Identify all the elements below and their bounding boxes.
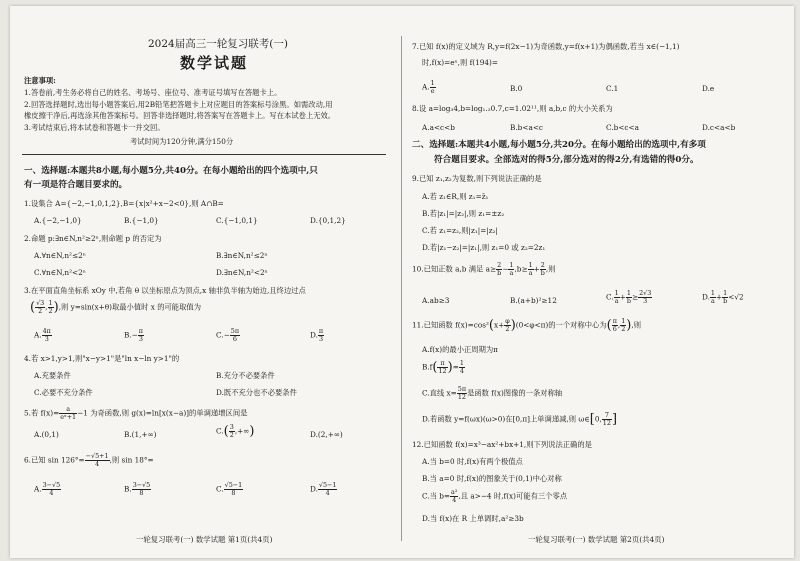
q5-option-d: D.(2,+∞) xyxy=(310,430,343,439)
q6-option-c: C. $\frac{√5-1}{8}$ xyxy=(216,481,243,497)
q5-option-b: B.(1,+∞) xyxy=(124,430,157,439)
q3-stem-cont: ( $\frac{√3}{2}$ , $\frac{1}{2}$ ),则 y=sin(x+θ)取最小值时 x 的可能取值为 xyxy=(30,299,201,315)
q12-option-a: A.当 b=0 时,f(x)有两个极值点 xyxy=(422,457,523,466)
q8-option-b: B.b<a<c xyxy=(510,123,544,132)
q6-stem: 6.已知 sin 126°= $\frac{-√5+1}{4}$ ,则 sin 18°= xyxy=(24,452,154,468)
q2-option-a: A.∀n∈N,n²≤2ⁿ xyxy=(34,251,86,260)
q12-stem: 12.已知函数 f(x)=x³−ax²+bx+1,则下列说法正确的是 xyxy=(412,440,592,449)
q8-stem: 8.设 a=log₃4,b=log₁.₂0.7,c=1.02¹¹,则 a,b,c 的大小关系为 xyxy=(412,104,613,113)
q10-option-c: C. $\frac{1}{a}$ + $\frac{1}{b}$ ≥ $\frac{2√3}{3}$ xyxy=(606,289,652,305)
q6-option-a: A. $\frac{3-√5}{4}$ xyxy=(34,481,61,497)
q7-option-c: C.1 xyxy=(606,84,619,93)
q3-stem: 3.在平面直角坐标系 xOy 中,若角 θ 以坐标原点为顶点,x 轴非负半轴为始边,且终边过点 xyxy=(24,286,306,295)
section-1-heading: 一、选择题:本题共8小题,每小题5分,共40分。在每小题给出的四个选项中,只 xyxy=(24,166,318,176)
q12-option-b: B.当 a=0 时,f(x)的图象关于(0,1)中心对称 xyxy=(422,474,562,483)
q8-option-a: A.a<c<b xyxy=(422,123,455,132)
q12-option-c: C.当 b= $\frac{\text{a²}}{4}$ ,且 a>−4 时,f(x)可能有三个零点 xyxy=(422,488,568,504)
q4-stem: 4.若 x>1,y>1,则"x−y>1"是"ln x−ln y>1"的 xyxy=(24,354,180,363)
q11-option-c: C.直线 x= $\frac{5\pi}{12}$ 是函数 f(x)图像的一条对称轴 xyxy=(422,385,563,401)
exam-title: 2024届高三一轮复习联考(一) xyxy=(148,38,288,50)
q8-option-d: D.c<a<b xyxy=(702,123,736,132)
q2-option-b: B.∃n∈N,n²≤2ⁿ xyxy=(216,251,268,260)
q1-stem: 1.设集合 A={−2,−1,0,1,2},B={x|x²+x−2<0},则 A∩B= xyxy=(24,199,224,208)
section-2-heading-cont: 符合题目要求。全部选对的得5分,部分选对的得2分,有选错的得0分。 xyxy=(434,155,699,165)
q11-option-b: B.f( $\frac{\pi}{12}$ )= $\frac{1}{4}$ xyxy=(422,359,464,375)
q9-option-d: D.若|z₁−z₂|=|z₁|,则 z₁=0 或 z₂=2z₁ xyxy=(422,243,546,252)
q5-option-c: C.( $\frac{3}{2}$ ,+∞) xyxy=(216,423,255,439)
q2-option-d: D.∃n∈N,n²<2ⁿ xyxy=(216,268,268,277)
q1-option-b: B.{−1,0} xyxy=(124,216,159,225)
footer-left: 一轮复习联考(一) 数学试题 第1页(共4页) xyxy=(136,535,273,544)
q4-option-c: C.必要不充分条件 xyxy=(34,388,93,397)
exam-subject: 数学试题 xyxy=(180,54,249,72)
q7-option-d: D.e xyxy=(702,84,715,93)
note-line: 橡皮擦干净后,再选涂其他答案标号。回答非选择题时,将答案写在答题卡上。写在本试卷上无效。 xyxy=(24,111,336,120)
q3-option-b: B.− $\frac{\pi}{3}$ xyxy=(124,327,143,343)
q5-stem: 5.若 f(x)= $\frac{a}{\text{eˣ+1}}$ −1 为奇函数,则 g(x)=ln[x(x−a)]的单调递增区间是 xyxy=(24,405,248,421)
exam-time: 考试时间为120分钟,满分150分 xyxy=(130,137,234,146)
note-line: 2.回答选择题时,选出每小题答案后,用2B铅笔把答题卡上对应题目的答案标号涂黑。如需改动,用 xyxy=(24,100,333,109)
q9-option-a: A.若 z₁∈R,则 z₁=z̄₁ xyxy=(422,192,489,201)
q7-option-a: A. $\frac{1}{e}$ xyxy=(422,79,435,95)
section-1-heading-cont: 有一项是符合题目要求的。 xyxy=(24,180,128,190)
q11-stem: 11.已知函数 f(x)=cos²(x+ $\frac{\varphi}{2}$ )(0<φ<π)的一个对称中心为( $\frac{\pi}{6}$ , $\frac{1}{2}$ ),则 xyxy=(412,317,641,333)
q1-option-a: A.{−2,−1,0} xyxy=(34,216,82,225)
q10-option-b: B.(a+b)²≥12 xyxy=(510,296,557,305)
q2-option-c: C.∀n∈N,n²<2ⁿ xyxy=(34,268,86,277)
q11-option-d: D.若函数 y=f(ωx)(ω>0)在[0,π]上单调递减,则 ω∈[0, $\frac{7}{12}$ ] xyxy=(422,411,618,427)
q3-option-d: D. $\frac{\pi}{3}$ xyxy=(310,327,324,343)
note-line: 3.考试结束后,将本试卷和答题卡一并交回。 xyxy=(24,123,165,132)
q11-option-a: A.f(x)的最小正周期为π xyxy=(422,345,498,354)
q7-stem: 7.已知 f(x)的定义域为 R,y=f(2x−1)为奇函数,y=f(x+1)为偶函数,若当 x∈(−1,1) xyxy=(412,42,680,51)
q9-option-b: B.若|z₁|=|z₂|,则 z₁=±z₂ xyxy=(422,209,505,218)
q12-option-d: D.当 f(x)在 R 上单调时,a²≥3b xyxy=(422,514,524,523)
q1-option-c: C.{−1,0,1} xyxy=(216,216,258,225)
q10-stem: 10.已知正数 a,b 满足 a≥ $\frac{2}{b}$ − $\frac{1}{a}$ ,b≥ $\frac{1}{a}$ + $\frac{2}{b}$ ,则 xyxy=(412,261,556,277)
left-page xyxy=(20,6,390,558)
exam-paper xyxy=(10,6,794,558)
q6-option-d: D. $\frac{√5-1}{4}$ xyxy=(310,481,337,497)
q5-option-a: A.(0,1) xyxy=(34,430,59,439)
right-page xyxy=(410,6,788,558)
note-line: 1.答卷前,考生务必将自己的姓名、考场号、座位号、准考证号填写在答题卡上。 xyxy=(24,88,282,97)
q9-stem: 9.已知 z₁,z₂为复数,则下列说法正确的是 xyxy=(412,174,542,183)
q7-option-b: B.0 xyxy=(510,84,523,93)
q4-option-b: B.充分不必要条件 xyxy=(216,371,275,380)
q2-stem: 2.命题 p:∃n∈N,n²≥2ⁿ,则命题 p 的否定为 xyxy=(24,234,162,243)
q10-option-d: D. $\frac{1}{a}$ + $\frac{1}{b}$ <√2 xyxy=(702,289,744,305)
q4-option-a: A.充要条件 xyxy=(34,371,71,380)
q9-option-c: C.若 z₁=z₂,则|z₁|=|z₂| xyxy=(422,226,499,235)
q8-option-c: C.b<c<a xyxy=(606,123,639,132)
q4-option-d: D.既不充分也不必要条件 xyxy=(216,388,297,397)
section-2-heading: 二、选择题:本题共4小题,每小题5分,共20分。在每小题给出的选项中,有多项 xyxy=(412,140,706,150)
q6-option-b: B. $\frac{3-√5}{8}$ xyxy=(124,481,151,497)
notes-title: 注意事项: xyxy=(24,76,56,85)
divider-line xyxy=(22,154,386,155)
q10-option-a: A.ab≥3 xyxy=(422,296,450,305)
q3-option-a: A. $\frac{4\pi}{3}$ xyxy=(34,327,51,343)
column-divider xyxy=(401,36,402,541)
footer-right: 一轮复习联考(一) 数学试题 第2页(共4页) xyxy=(528,535,665,544)
q3-option-c: C.− $\frac{5\pi}{6}$ xyxy=(216,327,240,343)
q7-stem-cont: 时,f(x)=eˣ,则 f(194)= xyxy=(422,58,499,67)
q1-option-d: D.{0,1,2} xyxy=(310,216,346,225)
